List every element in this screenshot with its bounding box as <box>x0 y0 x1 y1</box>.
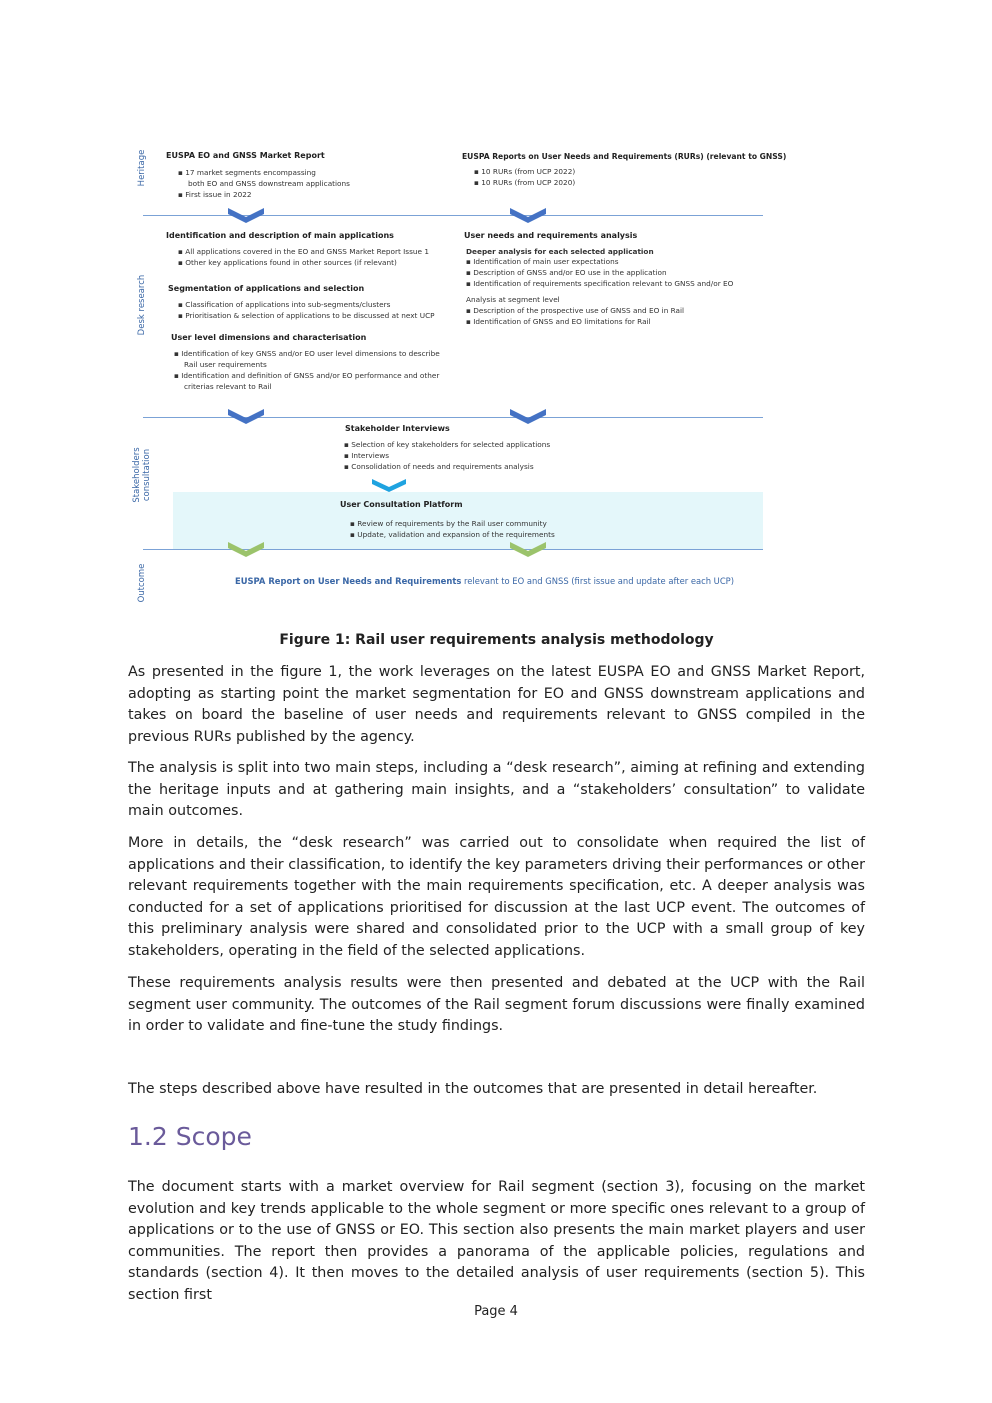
user-needs-sub: Deeper analysis for each selected application <box>466 247 654 256</box>
user-level-title: User level dimensions and characterisation <box>171 333 367 342</box>
user-level-item: ▪ Identification and definition of GNSS and/or EO performance and other <box>174 371 440 380</box>
interviews-item: ▪ Consolidation of needs and requirements analysis <box>344 462 534 471</box>
chevron-icon <box>228 409 264 425</box>
rurs-title: EUSPA Reports on User Needs and Requirements (RURs) (relevant to GNSS) <box>462 152 787 161</box>
user-needs-item: ▪ Description of the prospective use of GNSS and EO in Rail <box>466 306 685 315</box>
ucp-item: ▪ Update, validation and expansion of the requirements <box>350 530 555 539</box>
paragraph: As presented in the figure 1, the work leverages on the latest EUSPA EO and GNSS Market Report, adopting as starting point the market segmentation for EO and GNSS downstream applications and takes on board the baseline of user needs and requirements relevant to GNSS compiled in the previous RURs published by the agency. <box>128 664 865 745</box>
user-needs-item: ▪ Description of GNSS and/or EO use in the application <box>466 268 667 277</box>
paragraph: More in details, the “desk research” was carried out to consolidate when required the list of applications and their classification, to identify the key parameters driving their performances or other relevant requirements together with the main requirements specification, etc. A deeper analysis was conducted for a set of applications prioritised for discussion at the last UCP event. The outcomes of this preliminary analysis were shared and consolidated prior to the UCP with a small group of key stakeholders, operating in the field of the selected applications. <box>128 835 865 959</box>
label-desk-research: Desk research <box>137 274 147 336</box>
user-level-item: criterias relevant to Rail <box>184 382 272 391</box>
interviews-item: ▪ Selection of key stakeholders for selected applications <box>344 440 551 449</box>
paragraph: The steps described above have resulted in the outcomes that are presented in detail hereafter. <box>128 1081 818 1097</box>
identification-title: Identification and description of main applications <box>166 231 394 240</box>
scope-paragraph: The document starts with a market overview for Rail segment (section 3), focusing on the market evolution and key trends applicable to the whole segment or more specific ones relevant to a group of applications or to the use of GNSS or EO. This section also presents the main market players and user communities. The report then provides a panorama of the applicable policies, regulations and standards (section 4). It then moves to the detailed analysis of user requirements (section 5). This section first <box>128 1179 865 1303</box>
interviews-title: Stakeholder Interviews <box>345 424 450 433</box>
chevron-icon <box>510 208 546 224</box>
user-level-item: Rail user requirements <box>184 360 267 369</box>
section-heading: 1.2 Scope <box>128 1122 252 1151</box>
chevron-icon <box>228 542 264 558</box>
segmentation-item: ▪ Classification of applications into sub-segments/clusters <box>178 300 391 309</box>
chevron-icon <box>510 542 546 558</box>
segmentation-item: ▪ Prioritisation & selection of applications to be discussed at next UCP <box>178 311 435 320</box>
paragraph: These requirements analysis results were then presented and debated at the UCP with the Rail segment user community. The outcomes of the Rail segment forum discussions were finally examined in order to validate and fine-tune the study findings. <box>128 975 865 1034</box>
user-needs-item: ▪ Identification of requirements specification relevant to GNSS and/or EO <box>466 279 734 288</box>
chevron-icon <box>228 208 264 224</box>
user-needs-item: ▪ Identification of main user expectations <box>466 257 619 266</box>
label-stakeholders: Stakeholders consultation <box>132 447 152 503</box>
rurs-item: ▪ 10 RURs (from UCP 2020) <box>474 178 576 187</box>
market-report-title: EUSPA EO and GNSS Market Report <box>166 151 325 160</box>
chevron-icon <box>372 479 406 493</box>
label-outcome: Outcome <box>137 563 147 603</box>
identification-item: ▪ All applications covered in the EO and GNSS Market Report Issue 1 <box>178 247 429 256</box>
ucp-item: ▪ Review of requirements by the Rail user community <box>350 519 547 528</box>
methodology-figure <box>128 140 787 610</box>
market-report-item: both EO and GNSS downstream applications <box>188 179 350 188</box>
rurs-item: ▪ 10 RURs (from UCP 2022) <box>474 167 576 176</box>
identification-item: ▪ Other key applications found in other sources (if relevant) <box>178 258 397 267</box>
segmentation-title: Segmentation of applications and selection <box>168 284 365 293</box>
user-needs-sub: Analysis at segment level <box>466 295 560 304</box>
user-needs-title: User needs and requirements analysis <box>464 231 638 240</box>
outcome-text: EUSPA Report on User Needs and Requirements relevant to EO and GNSS (first issue and update after each UCP) <box>235 576 734 586</box>
page-number: Page 4 <box>474 1304 518 1319</box>
market-report-item: ▪ 17 market segments encompassing <box>178 168 316 177</box>
chevron-icon <box>510 409 546 425</box>
paragraph: The analysis is split into two main steps, including a “desk research”, aiming at refining and extending the heritage inputs and at gathering main insights, and a “stakeholders’ consultation” to validate main outcomes. <box>128 760 865 819</box>
user-level-item: ▪ Identification of key GNSS and/or EO user level dimensions to describe <box>174 349 440 358</box>
label-heritage: Heritage <box>137 149 147 187</box>
market-report-item: ▪ First issue in 2022 <box>178 190 252 199</box>
figure-caption: Figure 1: Rail user requirements analysis methodology <box>279 632 714 648</box>
interviews-item: ▪ Interviews <box>344 451 389 460</box>
user-needs-item: ▪ Identification of GNSS and EO limitations for Rail <box>466 317 651 326</box>
ucp-title: User Consultation Platform <box>340 500 463 509</box>
